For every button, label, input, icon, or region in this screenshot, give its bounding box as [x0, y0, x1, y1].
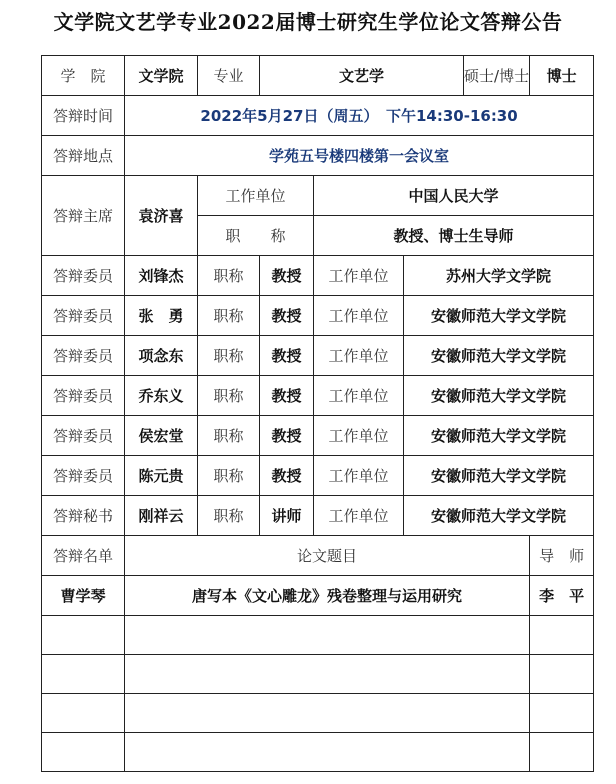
empty-cell	[42, 733, 125, 772]
college-label: 学 院	[42, 56, 125, 96]
member-title-label: 职称	[198, 376, 260, 416]
member-title-label: 职称	[198, 336, 260, 376]
member-name: 侯宏堂	[125, 416, 198, 456]
empty-row	[42, 694, 594, 733]
member-name: 陈元贵	[125, 456, 198, 496]
list-name-label: 答辩名单	[42, 536, 125, 576]
empty-row	[42, 616, 594, 655]
member-unit: 安徽师范大学文学院	[404, 456, 594, 496]
member-row	[42, 256, 594, 296]
chair-unit-label: 工作单位	[198, 176, 314, 216]
empty-cell	[125, 694, 530, 733]
member-name: 乔东义	[125, 376, 198, 416]
member-unit: 安徽师范大学文学院	[404, 336, 594, 376]
time-label: 答辩时间	[42, 96, 125, 136]
empty-cell	[530, 733, 594, 772]
empty-cell	[125, 733, 530, 772]
student-thesis: 唐写本《文心雕龙》残卷整理与运用研究	[125, 576, 530, 616]
major-value: 文艺学	[260, 56, 464, 96]
list-thesis-label: 论文题目	[125, 536, 530, 576]
student-row	[42, 576, 594, 616]
member-unit: 安徽师范大学文学院	[404, 376, 594, 416]
member-role: 答辩秘书	[42, 496, 125, 536]
empty-cell	[42, 655, 125, 694]
member-unit-label: 工作单位	[314, 336, 404, 376]
time-value: 2022年5月27日（周五） 下午14:30-16:30	[125, 96, 594, 136]
member-title-label: 职称	[198, 496, 260, 536]
empty-cell	[125, 616, 530, 655]
announcement-table	[41, 55, 594, 772]
member-unit-label: 工作单位	[314, 496, 404, 536]
member-title: 教授	[260, 296, 314, 336]
member-name: 项念东	[125, 336, 198, 376]
time-row	[42, 96, 594, 136]
secretary-row	[42, 496, 594, 536]
major-label: 专业	[198, 56, 260, 96]
member-row	[42, 456, 594, 496]
chair-unit-value: 中国人民大学	[314, 176, 594, 216]
chair-label: 答辩主席	[42, 176, 125, 256]
chair-title-value: 教授、博士生导师	[314, 216, 594, 256]
member-title: 教授	[260, 336, 314, 376]
member-name: 张 勇	[125, 296, 198, 336]
student-name: 曹学琴	[42, 576, 125, 616]
member-name: 刚祥云	[125, 496, 198, 536]
list-header-row	[42, 536, 594, 576]
empty-cell	[530, 616, 594, 655]
student-advisor: 李 平	[530, 576, 594, 616]
member-unit: 安徽师范大学文学院	[404, 496, 594, 536]
member-unit: 苏州大学文学院	[404, 256, 594, 296]
info-row	[42, 56, 594, 96]
degree-value: 博士	[530, 56, 594, 96]
member-unit: 安徽师范大学文学院	[404, 296, 594, 336]
place-label: 答辩地点	[42, 136, 125, 176]
empty-row	[42, 733, 594, 772]
chair-title-label: 职 称	[198, 216, 314, 256]
empty-cell	[530, 694, 594, 733]
empty-cell	[42, 694, 125, 733]
member-unit: 安徽师范大学文学院	[404, 416, 594, 456]
member-unit-label: 工作单位	[314, 296, 404, 336]
member-row	[42, 416, 594, 456]
member-name: 刘锋杰	[125, 256, 198, 296]
chair-row	[42, 176, 594, 216]
member-title: 教授	[260, 456, 314, 496]
member-role: 答辩委员	[42, 256, 125, 296]
member-row	[42, 336, 594, 376]
member-row	[42, 296, 594, 336]
member-title: 教授	[260, 256, 314, 296]
member-role: 答辩委员	[42, 336, 125, 376]
list-advisor-label: 导 师	[530, 536, 594, 576]
member-role: 答辩委员	[42, 456, 125, 496]
member-title-label: 职称	[198, 256, 260, 296]
degree-label: 硕士/博士	[464, 56, 530, 96]
empty-cell	[125, 655, 530, 694]
place-value: 学苑五号楼四楼第一会议室	[125, 136, 594, 176]
member-title-label: 职称	[198, 296, 260, 336]
empty-cell	[42, 616, 125, 655]
member-title: 讲师	[260, 496, 314, 536]
empty-cell	[530, 655, 594, 694]
member-title-label: 职称	[198, 416, 260, 456]
member-title: 教授	[260, 376, 314, 416]
member-unit-label: 工作单位	[314, 456, 404, 496]
member-row	[42, 376, 594, 416]
member-unit-label: 工作单位	[314, 416, 404, 456]
member-title: 教授	[260, 416, 314, 456]
member-unit-label: 工作单位	[314, 376, 404, 416]
member-role: 答辩委员	[42, 416, 125, 456]
member-title-label: 职称	[198, 456, 260, 496]
member-role: 答辩委员	[42, 296, 125, 336]
chair-name: 袁济喜	[125, 176, 198, 256]
member-role: 答辩委员	[42, 376, 125, 416]
college-value: 文学院	[125, 56, 198, 96]
page-title: 文学院文艺学专业2022届博士研究生学位论文答辩公告	[53, 10, 563, 34]
empty-row	[42, 655, 594, 694]
member-unit-label: 工作单位	[314, 256, 404, 296]
place-row	[42, 136, 594, 176]
